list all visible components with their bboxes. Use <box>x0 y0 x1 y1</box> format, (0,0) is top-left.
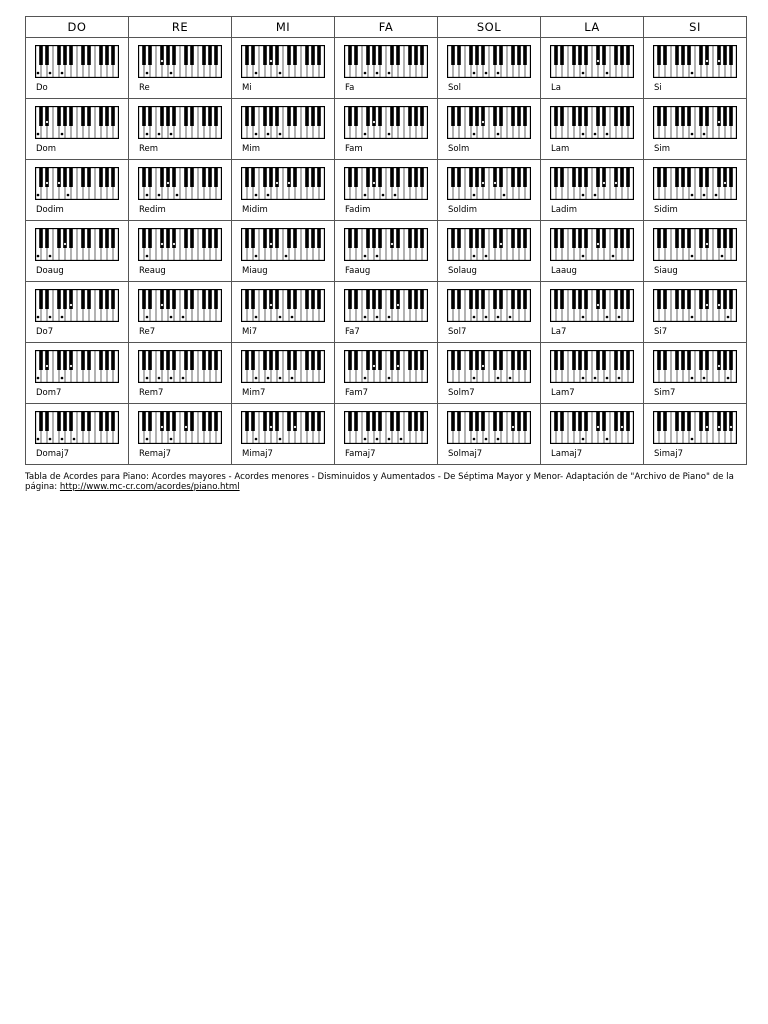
chord-cell <box>335 38 438 99</box>
caption-text: Tabla de Acordes para Piano: Acordes mayores - Acordes menores - Disminuidos y Aumentados - De Séptima Mayor y Menor- Adaptación de "Archivo de Piano" de la página: <box>25 472 734 492</box>
piano-keyboard-icon <box>138 350 222 383</box>
chord-name: Solmaj7 <box>448 449 483 459</box>
chord-name: Do7 <box>36 327 54 337</box>
column-header: SOL <box>438 17 541 38</box>
piano-keyboard-icon <box>138 106 222 139</box>
chord-name: Redim <box>139 205 166 215</box>
chord-cell <box>26 221 129 282</box>
chord-cell <box>232 221 335 282</box>
chord-name: Rem7 <box>139 388 164 398</box>
chord-name: Remaj7 <box>139 449 172 459</box>
chord-cell <box>541 160 644 221</box>
chord-name: Si <box>654 83 662 93</box>
piano-keyboard-icon <box>653 45 737 78</box>
chord-cell <box>335 160 438 221</box>
chord-cell <box>335 404 438 465</box>
chord-name: Rem <box>139 144 159 154</box>
chord-cell <box>335 221 438 282</box>
piano-keyboard-icon <box>35 106 119 139</box>
piano-keyboard-icon <box>447 289 531 322</box>
chord-name: Fam <box>345 144 363 154</box>
column-header: MI <box>232 17 335 38</box>
chord-cell <box>438 99 541 160</box>
piano-keyboard-icon <box>35 228 119 261</box>
chord-cell <box>644 38 747 99</box>
chord-cell <box>129 404 232 465</box>
chord-name: Sim <box>654 144 671 154</box>
piano-keyboard-icon <box>653 106 737 139</box>
chord-cell <box>129 282 232 343</box>
piano-keyboard-icon <box>653 289 737 322</box>
chord-cell <box>129 99 232 160</box>
piano-keyboard-icon <box>447 106 531 139</box>
chord-cell <box>644 404 747 465</box>
piano-keyboard-icon <box>241 411 325 444</box>
piano-keyboard-icon <box>447 228 531 261</box>
chord-name: Famaj7 <box>345 449 376 459</box>
chord-cell <box>232 343 335 404</box>
chord-name: Laaug <box>551 266 577 276</box>
piano-keyboard-icon <box>653 228 737 261</box>
piano-keyboard-icon <box>241 228 325 261</box>
chord-cell <box>541 282 644 343</box>
chord-name: Doaug <box>36 266 64 276</box>
chord-name: Fa <box>345 83 355 93</box>
chord-name: Faaug <box>345 266 371 276</box>
piano-keyboard-icon <box>241 45 325 78</box>
chord-row <box>26 160 747 221</box>
piano-keyboard-icon <box>138 289 222 322</box>
chord-name: Fadim <box>345 205 371 215</box>
chord-cell <box>541 38 644 99</box>
piano-keyboard-icon <box>653 350 737 383</box>
piano-keyboard-icon <box>138 411 222 444</box>
chord-name: Dom7 <box>36 388 62 398</box>
chord-cell <box>129 343 232 404</box>
piano-keyboard-icon <box>344 289 428 322</box>
chord-name: Simaj7 <box>654 449 684 459</box>
chord-cell <box>335 282 438 343</box>
chord-cell <box>438 160 541 221</box>
chord-name: Sidim <box>654 205 678 215</box>
chord-cell <box>335 343 438 404</box>
chord-name: Fa7 <box>345 327 360 337</box>
piano-chord-table <box>25 16 747 465</box>
chord-cell <box>129 38 232 99</box>
chord-name: Solm <box>448 144 470 154</box>
chord-name: Mim7 <box>242 388 266 398</box>
chord-cell <box>26 38 129 99</box>
piano-keyboard-icon <box>35 411 119 444</box>
chord-row <box>26 343 747 404</box>
chord-cell <box>541 343 644 404</box>
chord-name: Mi7 <box>242 327 258 337</box>
piano-keyboard-icon <box>447 45 531 78</box>
piano-keyboard-icon <box>550 45 634 78</box>
chord-cell <box>129 221 232 282</box>
chord-cell <box>26 343 129 404</box>
chord-name: Lamaj7 <box>551 449 583 459</box>
piano-keyboard-icon <box>447 411 531 444</box>
chord-cell <box>644 160 747 221</box>
chord-name: Miaug <box>242 266 268 276</box>
column-header: RE <box>129 17 232 38</box>
chord-cell <box>541 221 644 282</box>
column-header: SI <box>644 17 747 38</box>
chord-name: Mi <box>242 83 252 93</box>
column-header: DO <box>26 17 129 38</box>
chord-cell <box>438 221 541 282</box>
chord-cell <box>438 282 541 343</box>
chord-name: Do <box>36 83 48 93</box>
chord-cell <box>438 38 541 99</box>
chord-cell <box>644 221 747 282</box>
chord-row <box>26 38 747 99</box>
chord-cell <box>232 282 335 343</box>
piano-keyboard-icon <box>550 411 634 444</box>
piano-keyboard-icon <box>344 45 428 78</box>
chord-row <box>26 404 747 465</box>
chord-row <box>26 282 747 343</box>
piano-keyboard-icon <box>447 350 531 383</box>
piano-keyboard-icon <box>550 289 634 322</box>
chord-cell <box>438 404 541 465</box>
chord-cell <box>232 404 335 465</box>
chord-name: Siaug <box>654 266 678 276</box>
piano-keyboard-icon <box>550 228 634 261</box>
piano-keyboard-icon <box>241 350 325 383</box>
piano-keyboard-icon <box>138 228 222 261</box>
chord-cell <box>26 404 129 465</box>
piano-keyboard-icon <box>241 167 325 200</box>
piano-keyboard-icon <box>241 106 325 139</box>
chord-cell <box>541 404 644 465</box>
piano-keyboard-icon <box>35 289 119 322</box>
source-link[interactable]: http://www.mc-cr.com/acordes/piano.html <box>59 482 240 492</box>
chord-name: La <box>551 83 561 93</box>
chord-cell <box>26 282 129 343</box>
chord-name: Midim <box>242 205 268 215</box>
piano-keyboard-icon <box>653 167 737 200</box>
piano-keyboard-icon <box>447 167 531 200</box>
chord-name: Sol <box>448 83 461 93</box>
chord-name: Solm7 <box>448 388 475 398</box>
piano-keyboard-icon <box>35 167 119 200</box>
chord-row <box>26 221 747 282</box>
chord-cell <box>232 160 335 221</box>
chord-name: Solaug <box>448 266 477 276</box>
chord-table-body <box>26 38 747 465</box>
chord-cell <box>26 99 129 160</box>
header-row <box>26 17 747 38</box>
chord-cell <box>26 160 129 221</box>
chord-cell <box>232 38 335 99</box>
piano-keyboard-icon <box>344 106 428 139</box>
piano-keyboard-icon <box>344 167 428 200</box>
column-header: FA <box>335 17 438 38</box>
piano-keyboard-icon <box>138 45 222 78</box>
chord-name: Reaug <box>139 266 166 276</box>
piano-keyboard-icon <box>35 45 119 78</box>
chord-cell <box>129 160 232 221</box>
chord-cell <box>232 99 335 160</box>
chord-name: Sim7 <box>654 388 676 398</box>
chord-cell <box>644 343 747 404</box>
chord-name: La7 <box>551 327 567 337</box>
piano-keyboard-icon <box>550 167 634 200</box>
chord-cell <box>541 99 644 160</box>
column-header: LA <box>541 17 644 38</box>
chord-name: Lam7 <box>551 388 575 398</box>
chord-name: Soldim <box>448 205 477 215</box>
chord-cell <box>644 99 747 160</box>
piano-keyboard-icon <box>550 350 634 383</box>
chord-name: Ladim <box>551 205 577 215</box>
piano-keyboard-icon <box>138 167 222 200</box>
chord-name: Domaj7 <box>36 449 70 459</box>
chord-row <box>26 99 747 160</box>
piano-keyboard-icon <box>344 411 428 444</box>
piano-keyboard-icon <box>35 350 119 383</box>
chord-name: Re <box>139 83 150 93</box>
caption <box>25 472 743 492</box>
piano-keyboard-icon <box>241 289 325 322</box>
chord-cell <box>335 99 438 160</box>
chord-name: Lam <box>551 144 570 154</box>
piano-keyboard-icon <box>344 350 428 383</box>
chord-name: Dodim <box>36 205 64 215</box>
piano-keyboard-icon <box>653 411 737 444</box>
piano-keyboard-icon <box>550 106 634 139</box>
chord-name: Dom <box>36 144 57 154</box>
chord-name: Si7 <box>654 327 668 337</box>
chord-name: Re7 <box>139 327 156 337</box>
chord-name: Mimaj7 <box>242 449 273 459</box>
chord-name: Fam7 <box>345 388 369 398</box>
chord-cell <box>644 282 747 343</box>
piano-keyboard-icon <box>344 228 428 261</box>
chord-cell <box>438 343 541 404</box>
chord-name: Sol7 <box>448 327 467 337</box>
chord-name: Mim <box>242 144 260 154</box>
